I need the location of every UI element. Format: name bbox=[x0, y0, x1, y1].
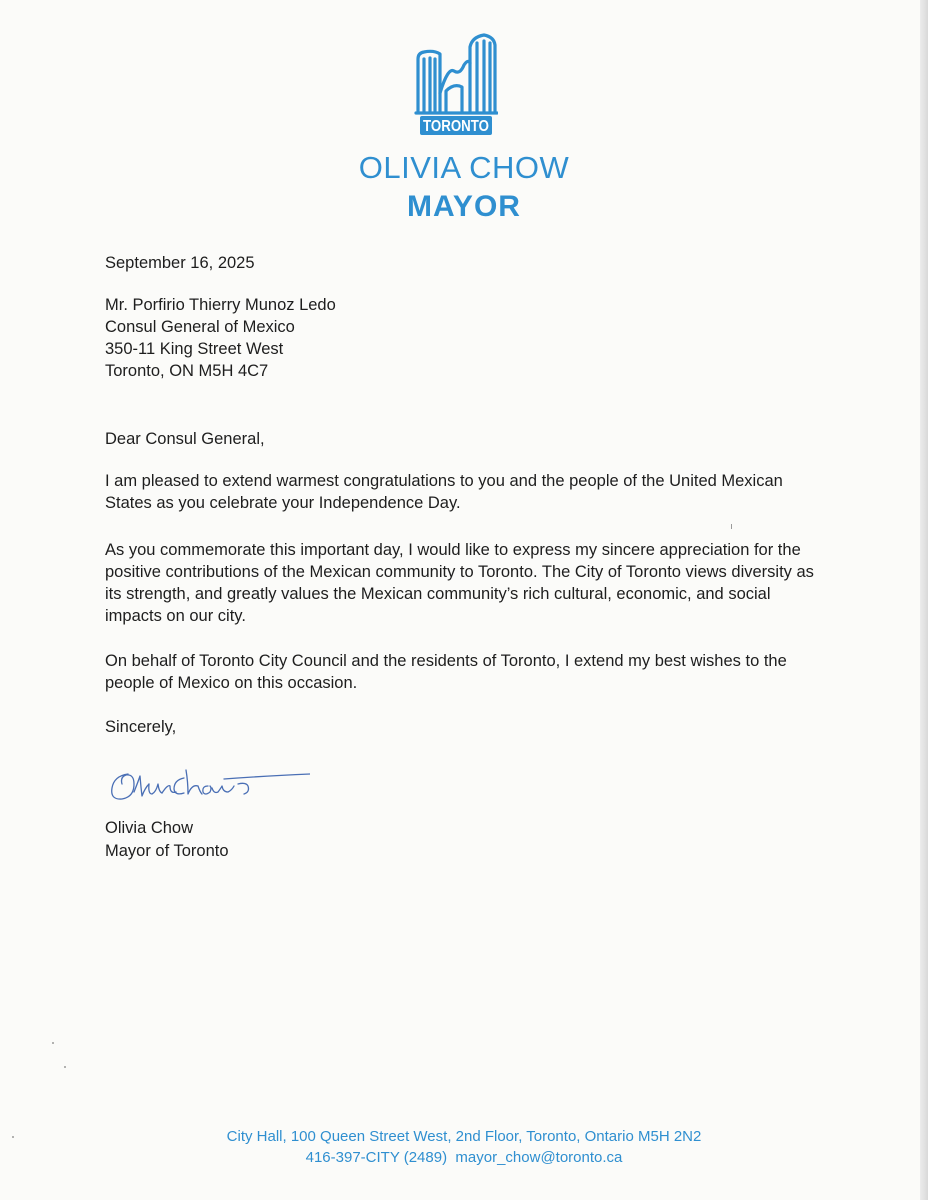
recipient-street: 350-11 King Street West bbox=[105, 340, 284, 358]
body-paragraph-text: On behalf of Toronto City Council and the residents of Toronto, I extend my best wishes to the people of Mexico on this occasion. bbox=[105, 652, 787, 692]
logo-wordmark: TORONTO bbox=[423, 118, 489, 135]
signer-name: Olivia Chow bbox=[105, 819, 194, 837]
closing: Sincerely, bbox=[105, 718, 177, 736]
footer-contact: 416-397-CITY (2489) mayor_chow@toronto.ca bbox=[305, 1149, 623, 1166]
footer-address: City Hall, 100 Queen Street West, 2nd Floor, Toronto, Ontario M5H 2N2 bbox=[226, 1128, 702, 1145]
letterhead-title: MAYOR bbox=[407, 190, 521, 223]
signature-image bbox=[104, 762, 310, 814]
scan-speck bbox=[12, 1136, 14, 1138]
body-paragraph-text: I am pleased to extend warmest congratulations to you and the people of the United Mexican States as you celebrate your Independence Day. bbox=[105, 472, 783, 512]
recipient-name: Mr. Porfirio Thierry Munoz Ledo bbox=[105, 296, 336, 314]
recipient-title: Consul General of Mexico bbox=[105, 318, 295, 336]
body-paragraph-1 bbox=[105, 470, 825, 514]
salutation: Dear Consul General, bbox=[105, 430, 265, 448]
scan-speck bbox=[52, 1042, 54, 1044]
body-paragraph-3 bbox=[105, 650, 825, 694]
scan-speck bbox=[731, 524, 732, 529]
letterhead-name: OLIVIA CHOW bbox=[358, 150, 570, 185]
recipient-address bbox=[105, 294, 825, 382]
scan-speck bbox=[64, 1066, 66, 1068]
recipient-city: Toronto, ON M5H 4C7 bbox=[105, 362, 269, 380]
toronto-logo-icon bbox=[414, 33, 498, 137]
body-paragraph-text: As you commemorate this important day, I would like to express my sincere appreciation for the positive contributions of the Mexican community to Toronto. The City of Toronto views diversity as its strength, and greatly values the Mexican community’s rich cultural, economic, and social impacts on our city. bbox=[105, 541, 814, 625]
body-paragraph-2 bbox=[105, 539, 825, 627]
letter-date: September 16, 2025 bbox=[105, 254, 255, 272]
signer-title: Mayor of Toronto bbox=[105, 842, 229, 860]
